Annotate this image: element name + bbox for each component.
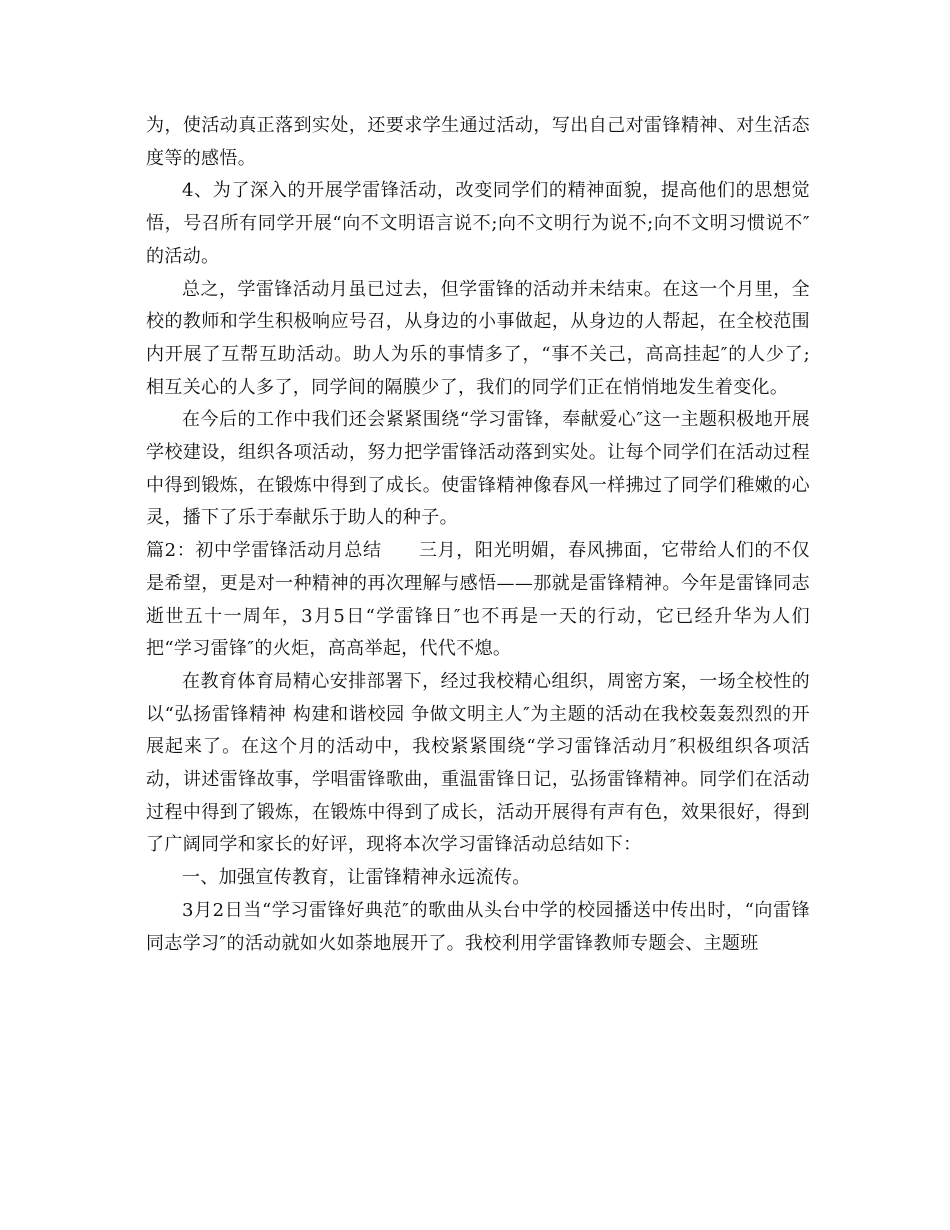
paragraph-2: 4、为了深入的开展学雷锋活动，改变同学们的精神面貌，提高他们的思想觉悟，号召所有同学开展“向不文明语言说不;向不文明行为说不;向不文明习惯说不″的活动。 (146, 180, 810, 267)
paragraph-5-section-heading: 篇2：初中学雷锋活动月总结 三月，阳光明媚，春风拂面，它带给人们的不仅是希望，更是对一种精神的再次理解与感悟——那就是雷锋精神。今年是雷锋同志逝世五十一周年，3月5日“学雷锋日″也不再是一天的行动，它已经升华为人们把“学习雷锋″的火炬，高高举起，代代不熄。 (146, 540, 810, 660)
paragraph-6: 在教育体育局精心安排部署下，经过我校精心组织，周密方案，一场全校性的以“弘扬雷锋精神 构建和谐校园 争做文明主人″为主题的活动在我校轰轰烈烈的开展起来了。在这个月的活动中，我校紧紧围绕“学习雷锋活动月″积极组织各项活动，讲述雷锋故事，学唱雷锋歌曲，重温雷锋日记，弘扬雷锋精神。同学们在活动过程中得到了锻炼，在锻炼中得到了成长，活动开展得有声有色，效果很好，得到了广阔同学和家长的好评，现将本次学习雷锋活动总结如下： (146, 670, 810, 856)
paragraph-4: 在今后的工作中我们还会紧紧围绕“学习雷锋，奉献爱心″这一主题积极地开展学校建设，组织各项活动，努力把学雷锋活动落到实处。让每个同学们在活动过程中得到锻炼，在锻炼中得到了成长。使雷锋精神像春风一样拂过了同学们稚嫩的心灵，播下了乐于奉献乐于助人的种子。 (146, 409, 810, 529)
paragraph-8: 3月2日当“学习雷锋好典范″的歌曲从头台中学的校园播送中传出时，“向雷锋同志学习″的活动就如火如荼地展开了。我校利用学雷锋教师专题会、主题班 (146, 899, 810, 954)
paragraph-1: 为，使活动真正落到实处，还要求学生通过活动，写出自己对雷锋精神、对生活态度等的感悟。 (146, 115, 810, 169)
paragraph-3: 总之，学雷锋活动月虽已过去，但学雷锋的活动并未结束。在这一个月里，全校的教师和学生积极响应号召，从身边的小事做起，从身边的人帮起，在全校范围内开展了互帮互助活动。助人为乐的事情多了，“事不关己，高高挂起″的人少了;相互关心的人多了，同学间的隔膜少了，我们的同学们正在悄悄地发生着变化。 (146, 278, 810, 398)
paragraph-7-subheading: 一、加强宣传教育，让雷锋精神永远流传。 (182, 867, 531, 889)
document-body (146, 110, 810, 960)
